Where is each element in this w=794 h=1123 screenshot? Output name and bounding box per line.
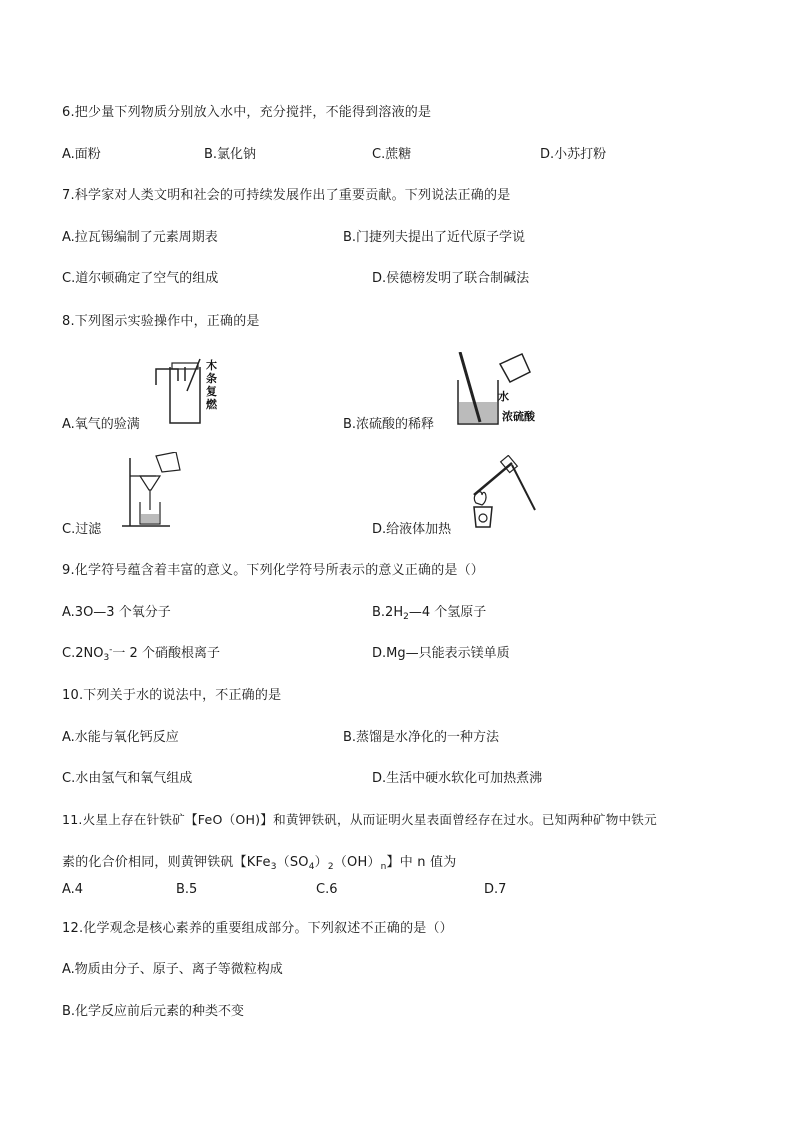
q12-option-a: A.物质由分子、原子、离子等微粒构成 [62, 962, 283, 977]
q10-stem: 10.下列关于水的说法中，不正确的是 [62, 688, 282, 703]
q11-option-c: C.6 [316, 882, 338, 897]
fig-a-label-2: 条 [206, 372, 217, 385]
oxygen-test-figure [150, 355, 225, 430]
q9-option-d: D.Mg—只能表示镁单质 [372, 646, 510, 661]
q8-stem: 8.下列图示实验操作中，正确的是 [62, 314, 260, 329]
q12-option-b: B.化学反应前后元素的种类不变 [62, 1004, 245, 1019]
acid-dilution-figure [450, 352, 550, 432]
q9-option-b: $B.2H_2—4$ 个氢原子 [372, 605, 487, 622]
q12-stem: 12.化学观念是核心素养的重要组成部分。下列叙述不正确的是（） [62, 921, 453, 936]
q11-option-a: A.4 [62, 882, 84, 897]
heating-liquid-figure [460, 455, 555, 535]
q8-option-c: C.过滤 [62, 522, 102, 537]
filtration-figure [120, 452, 200, 530]
q11-option-d: D.7 [484, 882, 507, 897]
q8-option-d: D.给液体加热 [372, 522, 452, 537]
fig-b-label-water: 水 [498, 390, 509, 403]
q6-option-d: D.小苏打粉 [540, 147, 607, 162]
q7-stem: 7.科学家对人类文明和社会的可持续发展作出了重要贡献。下列说法正确的是 [62, 188, 511, 203]
q8-option-a: A.氧气的验满 [62, 417, 140, 432]
q9-stem: 9.化学符号蕴含着丰富的意义。下列化学符号所表示的意义正确的是（） [62, 563, 485, 578]
q8-option-b: B.浓硫酸的稀释 [343, 417, 435, 432]
fig-a-label-4: 燃 [206, 398, 217, 411]
q6-option-c: C.蔗糖 [372, 147, 412, 162]
q10-option-d: D.生活中硬水软化可加热煮沸 [372, 771, 543, 786]
q7-option-a: A.拉瓦锡编制了元素周期表 [62, 230, 218, 245]
q10-option-b: B.蒸馏是水净化的一种方法 [343, 730, 500, 745]
fig-b-label-acid: 浓硫酸 [502, 410, 535, 423]
q9-option-c: $C.2NO_3^-$一 2 个硝酸根离子 [62, 645, 220, 663]
q7-option-d: D.侯德榜发明了联合制碱法 [372, 271, 530, 286]
q11-option-b: B.5 [176, 882, 198, 897]
q6-option-a: A.面粉 [62, 147, 101, 162]
q6-option-b: B.氯化钠 [204, 147, 257, 162]
q10-option-a: A.水能与氧化钙反应 [62, 730, 179, 745]
q7-option-b: B.门捷列夫提出了近代原子学说 [343, 230, 526, 245]
q11-stem-line1: 11.火星上存在针铁矿【FeO（OH)】和黄钾铁矾，从而证明火星表面曾经存在过水。已知两种矿物中铁元 [62, 812, 657, 827]
q11-stem-line2: 素的化合价相同，则黄钾铁矾【$KFe_3(SO_4)_2(OH)_n$】中 n 值为 [62, 855, 457, 872]
fig-a-label-1: 木 [206, 359, 217, 372]
fig-a-label-3: 复 [206, 385, 217, 398]
q7-option-c: C.道尔顿确定了空气的组成 [62, 271, 219, 286]
q6-stem: 6.把少量下列物质分别放入水中，充分搅拌，不能得到溶液的是 [62, 105, 432, 120]
q10-option-c: C.水由氢气和氧气组成 [62, 771, 193, 786]
q9-option-a: A.3O—3 个氧分子 [62, 605, 171, 620]
